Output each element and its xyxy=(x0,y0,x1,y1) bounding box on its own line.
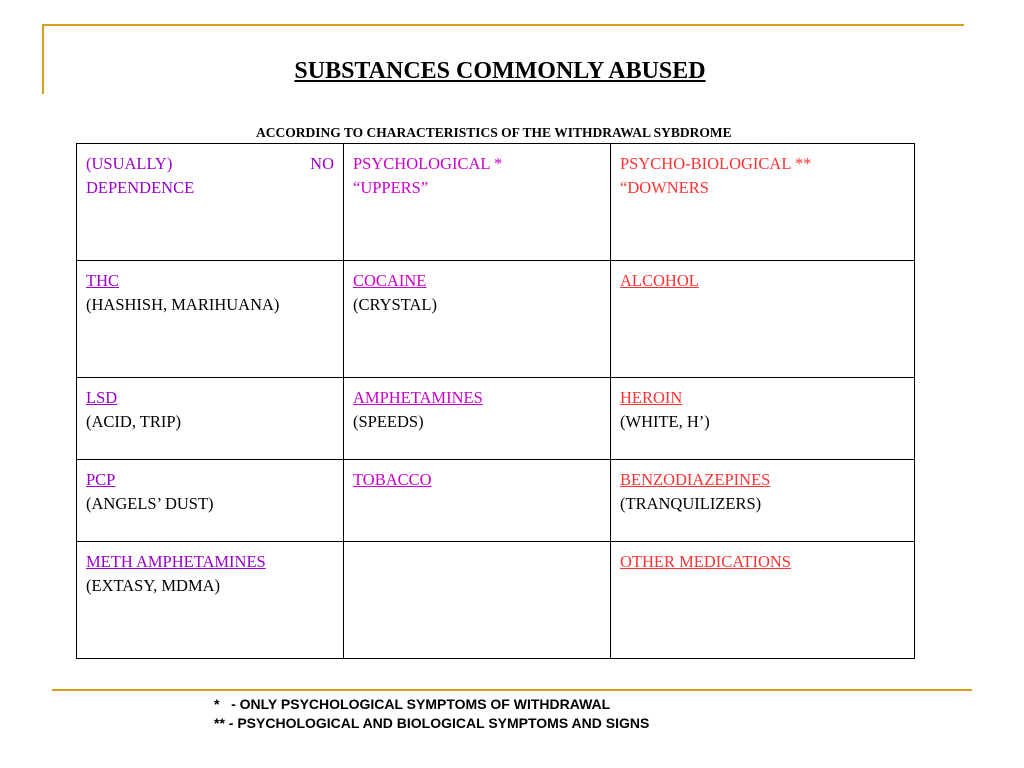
slide-subtitle: ACCORDING TO CHARACTERISTICS OF THE WITHDRAWAL SYBDROME xyxy=(256,125,732,140)
table-header-row xyxy=(77,144,915,261)
substances-table xyxy=(76,143,915,659)
header-cell-psycho-biological xyxy=(611,144,915,261)
header-psycho-biological-label: PSYCHO-BIOLOGICAL ** xyxy=(620,154,812,173)
bottom-divider-line xyxy=(52,689,972,691)
substance-link[interactable]: AMPHETAMINES xyxy=(353,388,483,407)
table-row xyxy=(77,378,915,460)
header-cell-no-dependence xyxy=(77,144,344,261)
slide-title: SUBSTANCES COMMONLY ABUSED xyxy=(294,58,706,84)
substance-link[interactable]: ALCOHOL xyxy=(620,271,699,290)
table-cell xyxy=(344,378,611,460)
substance-link[interactable]: THC xyxy=(86,271,119,290)
substance-detail: (HASHISH, MARIHUANA) xyxy=(86,295,280,314)
header-psychological-label: PSYCHOLOGICAL * xyxy=(353,154,503,173)
substance-link[interactable]: BENZODIAZEPINES xyxy=(620,470,771,489)
substance-link[interactable]: TOBACCO xyxy=(353,470,432,489)
substance-detail: (SPEEDS) xyxy=(353,412,424,431)
substance-detail: (EXTASY, MDMA) xyxy=(86,576,221,595)
table-row xyxy=(77,542,915,659)
substance-link[interactable]: OTHER MEDICATIONS xyxy=(620,552,791,571)
table-cell xyxy=(77,460,344,542)
footnotes xyxy=(214,695,649,733)
table-cell xyxy=(611,460,915,542)
top-border-line xyxy=(42,24,964,26)
substance-link[interactable]: LSD xyxy=(86,388,118,407)
table-cell xyxy=(611,542,915,659)
substance-detail: (CRYSTAL) xyxy=(353,295,437,314)
table-cell xyxy=(77,378,344,460)
substance-detail: (ACID, TRIP) xyxy=(86,412,182,431)
substance-detail: (TRANQUILIZERS) xyxy=(620,494,762,513)
table-cell xyxy=(611,261,915,378)
header-cell-psychological xyxy=(344,144,611,261)
table-cell xyxy=(611,378,915,460)
substance-detail: (WHITE, H’) xyxy=(620,412,710,431)
header-usually-label: (USUALLY) xyxy=(86,154,173,173)
substance-link[interactable]: PCP xyxy=(86,470,116,489)
substance-link[interactable]: METH AMPHETAMINES xyxy=(86,552,266,571)
substance-detail: (ANGELS’ DUST) xyxy=(86,494,214,513)
table-cell xyxy=(344,460,611,542)
footnote-single-asterisk: * - ONLY PSYCHOLOGICAL SYMPTOMS OF WITHDRAWAL xyxy=(214,696,611,712)
substance-link[interactable]: HEROIN xyxy=(620,388,683,407)
header-dependence-label: DEPENDENCE xyxy=(86,178,195,197)
footnote-double-asterisk: ** - PSYCHOLOGICAL AND BIOLOGICAL SYMPTOMS AND SIGNS xyxy=(214,715,650,731)
table-row xyxy=(77,460,915,542)
header-uppers-label: “UPPERS” xyxy=(353,178,429,197)
table-cell xyxy=(77,542,344,659)
table-cell-empty xyxy=(344,542,611,659)
header-downers-label: “DOWNERS xyxy=(620,178,709,197)
table-cell xyxy=(344,261,611,378)
table-row xyxy=(77,261,915,378)
table-cell xyxy=(77,261,344,378)
substance-link[interactable]: COCAINE xyxy=(353,271,427,290)
header-no-label: NO xyxy=(310,154,334,173)
